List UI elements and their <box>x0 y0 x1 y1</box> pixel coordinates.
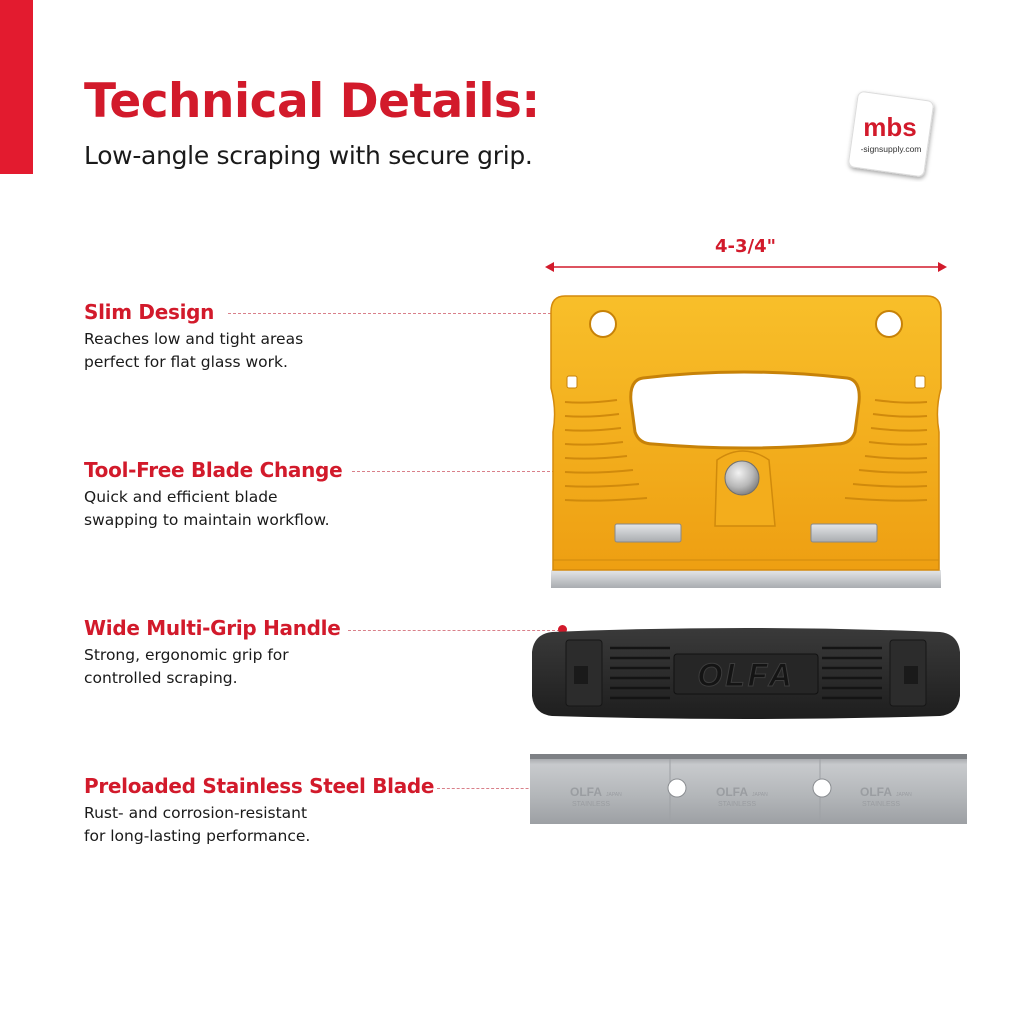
blade-origin: JAPAN <box>896 792 912 798</box>
logo-text: -signsupply.com <box>860 144 922 154</box>
feature-description-line: Strong, ergonomic grip for <box>84 646 289 664</box>
dimension-arrow <box>545 259 947 275</box>
feature-description-line: perfect for flat glass work. <box>84 353 288 371</box>
handle-brand: OLFA <box>697 657 795 693</box>
blade-brand: OLFA <box>860 785 892 799</box>
feature-description-line: Rust- and corrosion-resistant <box>84 804 308 822</box>
mbs-signsupply-logo <box>843 86 939 182</box>
feature-title: Tool-Free Blade Change <box>84 458 343 482</box>
blade-origin: JAPAN <box>752 792 768 798</box>
feature-description <box>84 486 342 532</box>
blade-material: STAINLESS <box>572 801 610 808</box>
accent-bar <box>0 0 33 174</box>
feature-description-line: for long-lasting performance. <box>84 827 311 845</box>
blade-origin: JAPAN <box>606 792 622 798</box>
dimension-label: 4-3/4" <box>715 236 776 257</box>
page-subtitle: Low-angle scraping with secure grip. <box>84 141 533 170</box>
blade-brand: OLFA <box>716 785 748 799</box>
blade-brand: OLFA <box>570 785 602 799</box>
leader-line <box>228 313 561 314</box>
blade-material: STAINLESS <box>718 801 756 808</box>
feature-title: Slim Design <box>84 300 215 324</box>
feature-description-line: Reaches low and tight areas <box>84 330 304 348</box>
stainless-blade-image <box>530 754 967 824</box>
feature-wide-multi-grip-handle <box>84 616 341 690</box>
leader-line <box>348 630 560 631</box>
feature-description <box>84 802 434 848</box>
logo-mark: mbs <box>863 112 917 142</box>
feature-description <box>84 644 341 690</box>
feature-slim-design <box>84 300 303 374</box>
feature-description <box>84 328 303 374</box>
page-title: Technical Details: <box>84 74 540 129</box>
feature-title: Preloaded Stainless Steel Blade <box>84 774 435 798</box>
black-handle-image <box>530 626 962 720</box>
feature-description-line: swapping to maintain workflow. <box>84 511 330 529</box>
feature-description-line: Quick and efficient blade <box>84 488 278 506</box>
blade-material: STAINLESS <box>862 801 900 808</box>
feature-description-line: controlled scraping. <box>84 669 238 687</box>
yellow-scraper-image <box>547 292 945 592</box>
feature-title: Wide Multi-Grip Handle <box>84 616 341 640</box>
feature-preloaded-stainless-steel-blade <box>84 774 434 848</box>
feature-tool-free-blade-change <box>84 458 342 532</box>
